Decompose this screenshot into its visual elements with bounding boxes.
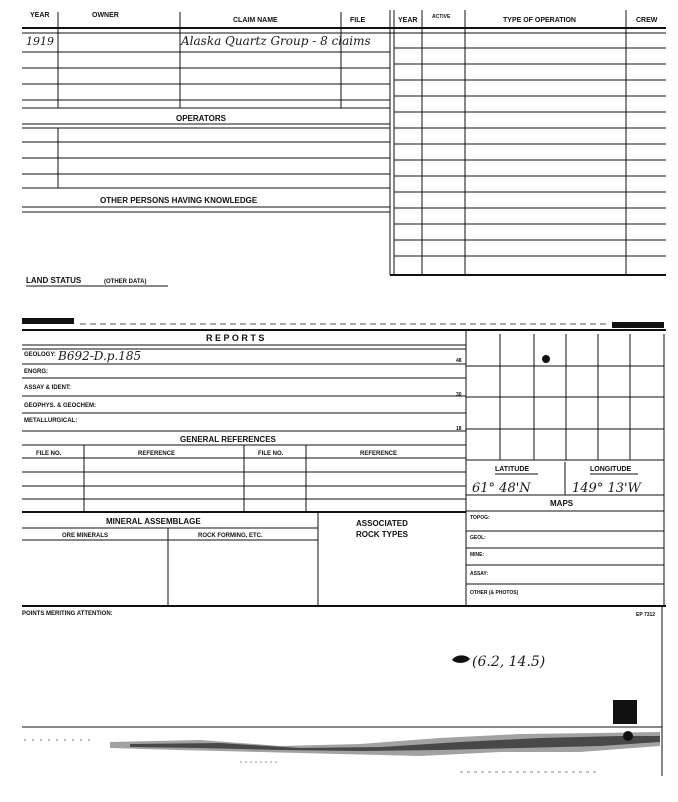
owner-header: OWNER [92, 12, 119, 19]
engrg-label: ENGRG: [24, 369, 48, 375]
assay-margin: 30 [456, 392, 462, 398]
latitude-label: LATITUDE [495, 466, 530, 473]
assay-label: ASSAY & IDENT: [24, 385, 72, 391]
file-header: FILE [350, 17, 366, 24]
engrg-margin: 48 [456, 358, 462, 364]
crew-header: CREW [636, 17, 658, 24]
handwritten-coordinates-note: (6.2, 14.5) [472, 654, 546, 670]
active-header: ACTIVE [432, 14, 451, 20]
rock-forming-header: ROCK FORMING, ETC. [198, 533, 263, 539]
geophys-label: GEOPHYS. & GEOCHEM: [24, 403, 97, 409]
location-marker [542, 355, 550, 363]
land-status-label: LAND STATUS [26, 276, 82, 285]
associated-rock-types-line1: ASSOCIATED [356, 519, 408, 528]
maps-assay: ASSAY: [470, 571, 489, 577]
longitude-label: LONGITUDE [590, 466, 632, 473]
ink-smudge-mark [452, 655, 470, 663]
points-meriting-attention-label: POINTS MERITING ATTENTION: [22, 611, 113, 617]
type-of-operation-header: TYPE OF OPERATION [503, 17, 576, 24]
ref-col-file-no-1: FILE NO. [36, 451, 62, 457]
land-status-sub: (OTHER DATA) [104, 279, 147, 285]
maps-mine: MINE: [470, 552, 485, 558]
ref-col-reference-2: REFERENCE [360, 451, 398, 457]
claim-name-header: CLAIM NAME [233, 17, 278, 24]
other-persons-label: OTHER PERSONS HAVING KNOWLEDGE [100, 196, 258, 205]
ore-minerals-header: ORE MINERALS [62, 533, 109, 539]
reports-title: R E P O R T S [206, 333, 265, 343]
metallurgical-margin: 18 [456, 426, 462, 432]
claim-header-section [22, 10, 666, 286]
mineral-assemblage-title: MINERAL ASSEMBLAGE [106, 517, 201, 526]
longitude-value: 149° 13'W [572, 481, 641, 496]
scan-artifact-band [22, 318, 666, 330]
maps-other: OTHER (& PHOTOS) [470, 590, 519, 596]
geology-label: GEOLOGY: [24, 352, 56, 358]
year2-header: YEAR [398, 17, 418, 24]
maps-label: MAPS [550, 499, 574, 508]
geology-value: B692-D.p.185 [58, 349, 142, 363]
maps-geol: GEOL: [470, 535, 486, 541]
location-section [466, 334, 664, 606]
latitude-value: 61° 48'N [472, 481, 531, 496]
registration-mark [613, 700, 637, 724]
associated-rock-types-line2: ROCK TYPES [356, 530, 409, 539]
operators-label: OPERATORS [176, 114, 226, 123]
metallurgical-label: METALLURGICAL: [24, 418, 78, 424]
scan-noise-bottom [24, 731, 660, 772]
ref-col-file-no-2: FILE NO. [258, 451, 284, 457]
year-header: YEAR [30, 12, 50, 19]
ref-col-reference-1: REFERENCE [138, 451, 176, 457]
form-number: EP 7312 [636, 612, 656, 618]
maps-topog: TOPOG: [470, 515, 490, 521]
entry-claim-name: Alaska Quartz Group - 8 claims [181, 34, 371, 48]
entry-year: 1919 [26, 35, 54, 48]
general-references-title: GENERAL REFERENCES [180, 435, 276, 444]
